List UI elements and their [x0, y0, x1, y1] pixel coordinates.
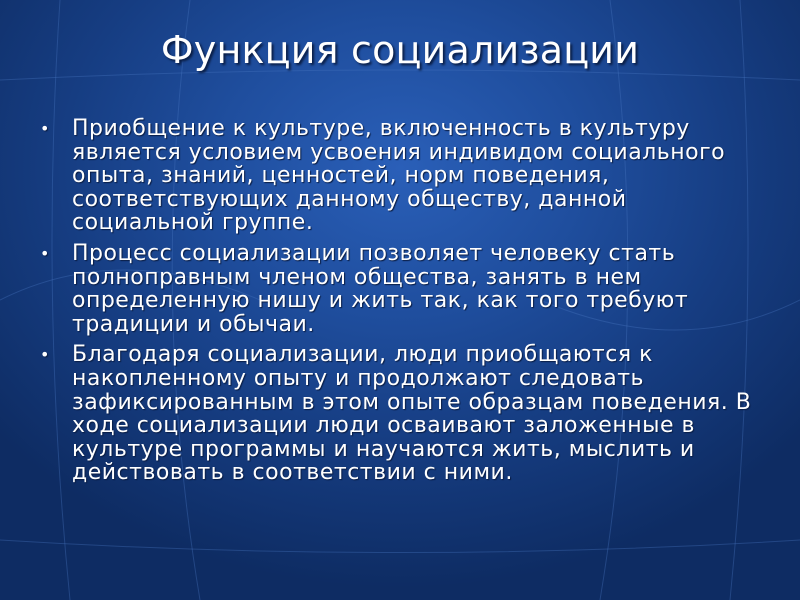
bullet-icon: • — [40, 345, 50, 365]
slide-title: Функция социализации — [160, 28, 640, 72]
bullet-item — [38, 343, 768, 485]
bullet-item — [38, 242, 768, 336]
bullet-item — [38, 117, 768, 235]
bullet-icon: • — [40, 119, 50, 138]
bullet-list — [38, 117, 768, 492]
bullet-text: Приобщение к культуре, включенность в культуру является условием усвоения индивидом социального опыта, знаний, ценностей, норм поведения, соответствующих данному обществу, данной социальной группе. — [72, 116, 726, 236]
bullet-text: Благодаря социализации, люди приобщаются к накопленному опыту и продолжают следовать зафиксированным в этом опыте образцам поведения. В ходе социализации люди осваивают заложенные в культуре программы и научаются жить, мыслить и действовать в соответствии с ними. — [72, 342, 752, 486]
bullet-icon: • — [40, 243, 50, 263]
bullet-text: Процесс социализации позволяет человеку стать полноправным членом общества, занять в нем определенную нишу и жить так, как того требуют традиции и обычаи. — [72, 240, 689, 337]
